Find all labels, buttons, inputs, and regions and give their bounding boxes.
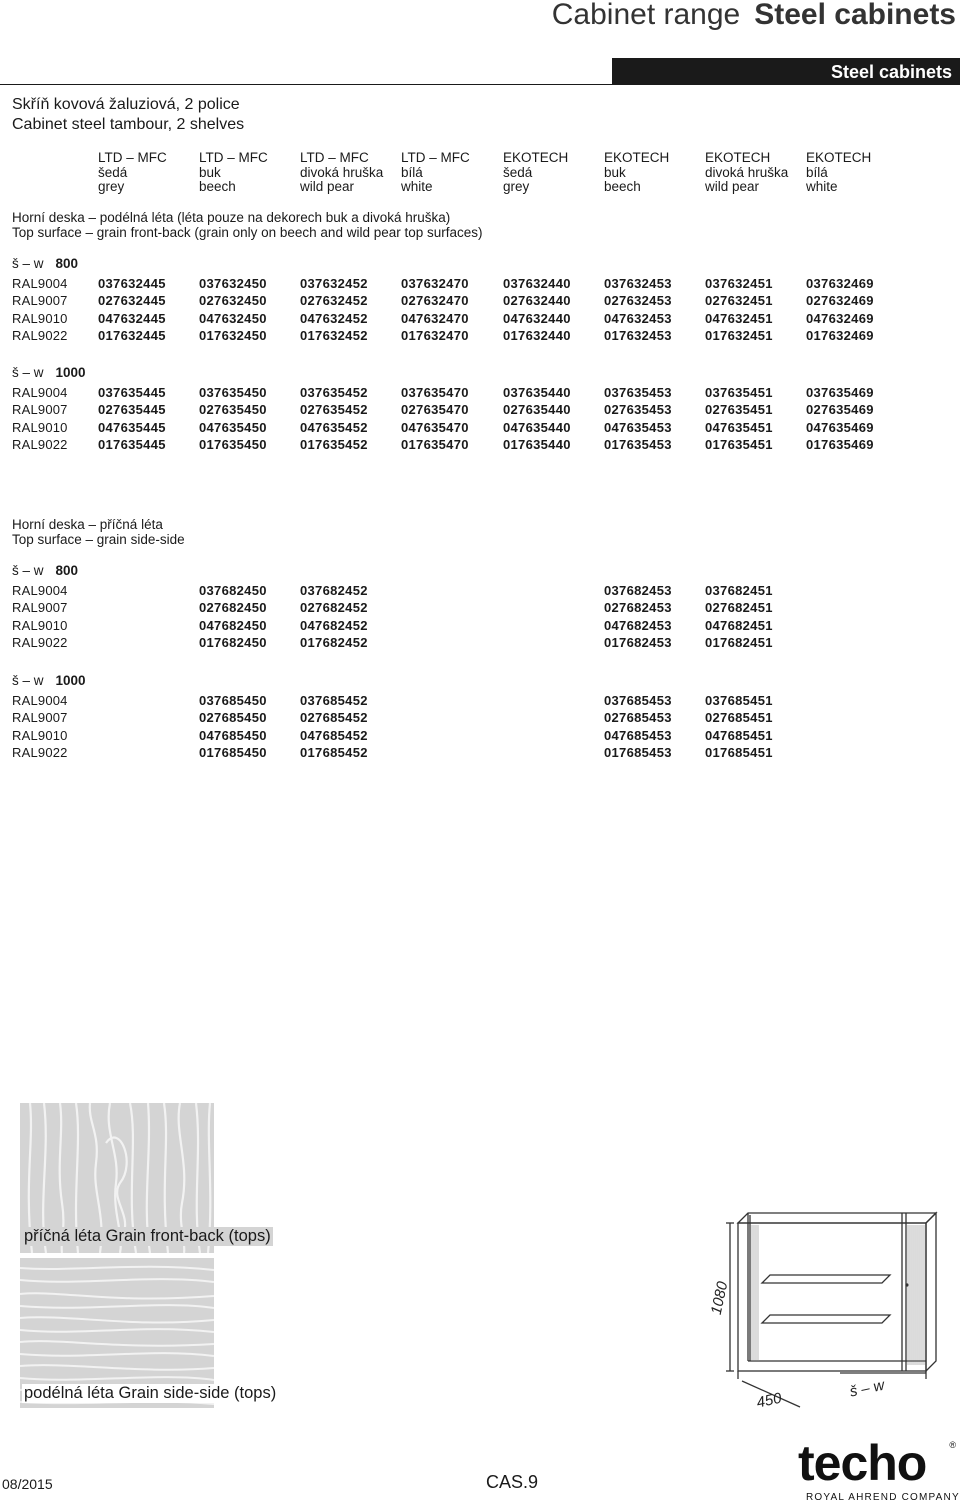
product-code: 037635452 <box>300 385 368 400</box>
column-header <box>705 151 788 195</box>
product-code: 027632450 <box>199 293 267 309</box>
texture-caption-side-side: podélná léta Grain side-side (tops) <box>24 1384 277 1402</box>
table-row <box>0 437 960 454</box>
product-code: 027632470 <box>401 293 469 309</box>
texture-caption-front-back: příčná léta Grain front-back (tops) <box>24 1227 271 1245</box>
product-code: 037635469 <box>806 385 874 400</box>
width-value: 1000 <box>55 673 86 688</box>
ral-color-label: RAL9004 <box>12 385 68 400</box>
product-code: 017632469 <box>806 327 874 343</box>
product-name <box>12 95 244 135</box>
width-label: š – w <box>12 256 44 271</box>
product-code: 027635450 <box>199 402 267 418</box>
column-header-l1: LTD – MFC <box>401 150 470 165</box>
width-value: 800 <box>55 563 79 578</box>
product-code: 037682450 <box>199 583 267 598</box>
logo-registered-mark: ® <box>949 1440 956 1450</box>
column-header-l3: grey <box>98 179 125 194</box>
ral-color-label: RAL9022 <box>12 634 68 650</box>
product-code: 037632452 <box>300 276 368 291</box>
product-code: 027685451 <box>705 710 773 726</box>
product-code: 037635453 <box>604 385 672 400</box>
ral-color-label: RAL9007 <box>12 293 68 309</box>
table-row <box>0 728 960 745</box>
column-header-l2: šedá <box>503 164 533 180</box>
column-header <box>604 151 669 195</box>
column-header-l2: šedá <box>98 164 128 180</box>
product-code: 037632440 <box>503 276 571 291</box>
column-header <box>806 151 871 195</box>
product-code: 027635470 <box>401 402 469 418</box>
product-name-en: Cabinet steel tambour, 2 shelves <box>12 116 245 133</box>
column-header <box>199 151 268 195</box>
product-code: 027685452 <box>300 710 368 726</box>
column-header-l2: divoká hruška <box>300 164 384 180</box>
product-code: 047635470 <box>401 419 469 435</box>
product-code: 027682451 <box>705 600 773 616</box>
product-code: 017685451 <box>705 744 773 760</box>
group2-desc-en: Top surface – grain side-side <box>12 532 185 547</box>
product-code: 017682450 <box>199 634 267 650</box>
product-code: 037635451 <box>705 385 773 400</box>
product-code: 027685453 <box>604 710 672 726</box>
column-header-l2: divoká hruška <box>705 164 789 180</box>
product-code: 017632453 <box>604 327 672 343</box>
page-number: CAS.9 <box>486 1472 539 1492</box>
product-code: 017685452 <box>300 744 368 760</box>
table-row <box>0 402 960 419</box>
product-code: 047682453 <box>604 617 672 633</box>
product-code: 037685450 <box>199 693 267 708</box>
title-category: Steel cabinets <box>754 0 956 31</box>
ral-color-label: RAL9007 <box>12 402 68 418</box>
product-code: 047632445 <box>98 310 166 326</box>
product-code: 037685452 <box>300 693 368 708</box>
product-code: 017635445 <box>98 436 166 452</box>
product-code: 047682451 <box>705 617 773 633</box>
product-code: 037635470 <box>401 385 469 400</box>
ral-color-label: RAL9004 <box>12 693 68 708</box>
product-code: 027635445 <box>98 402 166 418</box>
column-header-l1: EKOTECH <box>503 150 569 165</box>
product-code: 017632440 <box>503 327 571 343</box>
product-code: 047635451 <box>705 419 773 435</box>
table-row <box>0 745 960 762</box>
product-code: 027635469 <box>806 402 874 418</box>
product-code: 047685453 <box>604 727 672 743</box>
logo-tagline: ROYAL AHREND COMPANY <box>806 1492 960 1503</box>
product-code: 037632469 <box>806 276 874 291</box>
product-code: 027635453 <box>604 402 672 418</box>
table-row <box>0 618 960 635</box>
product-code: 027632452 <box>300 293 368 309</box>
column-header-l2: buk <box>604 164 626 180</box>
column-header-l1: EKOTECH <box>806 150 872 165</box>
product-code: 037635445 <box>98 385 166 400</box>
column-header-l3: grey <box>503 179 530 194</box>
column-header-l2: bílá <box>806 164 828 180</box>
product-code: 037635440 <box>503 385 571 400</box>
product-code: 047632469 <box>806 310 874 326</box>
product-code: 037682453 <box>604 583 672 598</box>
column-header-l2: bílá <box>401 164 423 180</box>
column-header <box>98 151 167 195</box>
ral-color-label: RAL9022 <box>12 436 68 452</box>
product-code: 017682453 <box>604 634 672 650</box>
product-code: 017632470 <box>401 327 469 343</box>
column-header-l1: EKOTECH <box>604 150 670 165</box>
table-row <box>0 420 960 437</box>
product-code: 037632453 <box>604 276 672 291</box>
product-code: 017685453 <box>604 744 672 760</box>
width-section-label <box>12 673 86 688</box>
product-code: 017632450 <box>199 327 267 343</box>
product-code: 037635450 <box>199 385 267 400</box>
product-name-cz: Skříň kovová žaluziová, 2 police <box>12 96 240 113</box>
product-code: 047632440 <box>503 310 571 326</box>
column-header-l3: white <box>401 179 433 194</box>
product-code: 037682452 <box>300 583 368 598</box>
product-code: 027635440 <box>503 402 571 418</box>
title-range: Cabinet range <box>551 0 741 31</box>
ral-color-label: RAL9004 <box>12 583 68 598</box>
ral-color-label: RAL9022 <box>12 744 68 760</box>
ral-color-label: RAL9004 <box>12 276 68 291</box>
product-code: 047635440 <box>503 419 571 435</box>
group1-desc-cz: Horní deska – podélná léta (léta pouze na dekorech buk a divoká hruška) <box>12 210 451 225</box>
header-rule <box>0 84 960 85</box>
product-code: 027632453 <box>604 293 672 309</box>
column-header-l3: wild pear <box>705 179 760 194</box>
product-code: 017635453 <box>604 436 672 452</box>
table-row <box>0 293 960 310</box>
column-header <box>300 151 383 195</box>
column-header-l3: wild pear <box>300 179 355 194</box>
ral-color-label: RAL9007 <box>12 600 68 616</box>
group2-desc-cz: Horní deska – příčná léta <box>12 517 163 532</box>
ral-color-label: RAL9022 <box>12 327 68 343</box>
table-row <box>0 311 960 328</box>
page-title <box>552 0 956 32</box>
column-header-l3: white <box>806 179 838 194</box>
table-row <box>0 328 960 345</box>
dimension-width: š – w <box>848 1376 886 1401</box>
table-row <box>0 583 960 600</box>
ral-color-label: RAL9010 <box>12 419 68 435</box>
column-header-l1: LTD – MFC <box>98 150 167 165</box>
ral-color-label: RAL9010 <box>12 310 68 326</box>
table-row <box>0 693 960 710</box>
ral-color-label: RAL9007 <box>12 710 68 726</box>
column-header-l2: buk <box>199 164 221 180</box>
product-code: 037632451 <box>705 276 773 291</box>
product-code: 047632450 <box>199 310 267 326</box>
column-header-l3: beech <box>604 179 641 194</box>
table-row <box>0 635 960 652</box>
product-code: 017635451 <box>705 436 773 452</box>
ral-color-label: RAL9010 <box>12 617 68 633</box>
product-code: 037632450 <box>199 276 267 291</box>
width-label: š – w <box>12 673 44 688</box>
ral-color-label: RAL9010 <box>12 727 68 743</box>
product-code: 027635451 <box>705 402 773 418</box>
product-code: 047635450 <box>199 419 267 435</box>
width-label: š – w <box>12 563 44 578</box>
column-header-l1: EKOTECH <box>705 150 771 165</box>
product-code: 047635469 <box>806 419 874 435</box>
product-code: 017635469 <box>806 436 874 452</box>
product-code: 017635440 <box>503 436 571 452</box>
product-code: 047632470 <box>401 310 469 326</box>
product-code: 047635452 <box>300 419 368 435</box>
width-value: 1000 <box>55 365 86 380</box>
product-code: 047632453 <box>604 310 672 326</box>
product-code: 027685450 <box>199 710 267 726</box>
product-code: 037685451 <box>705 693 773 708</box>
product-code: 037685453 <box>604 693 672 708</box>
product-code: 047635445 <box>98 419 166 435</box>
product-code: 047632452 <box>300 310 368 326</box>
column-header <box>401 151 470 195</box>
product-code: 027682453 <box>604 600 672 616</box>
dimension-height: 1080 <box>707 1279 732 1317</box>
product-code: 017635470 <box>401 436 469 452</box>
group1-desc-en: Top surface – grain front-back (grain only on beech and wild pear top surfaces) <box>12 225 483 240</box>
product-code: 027632469 <box>806 293 874 309</box>
product-code: 037632445 <box>98 276 166 291</box>
product-code: 027632440 <box>503 293 571 309</box>
product-code: 047682450 <box>199 617 267 633</box>
product-code: 017635452 <box>300 436 368 452</box>
dimension-depth: 450 <box>755 1389 784 1412</box>
product-code: 027632451 <box>705 293 773 309</box>
product-code: 047685450 <box>199 727 267 743</box>
footer-date: 08/2015 <box>2 1476 53 1492</box>
table-row <box>0 600 960 617</box>
product-code: 017682452 <box>300 634 368 650</box>
product-code: 017682451 <box>705 634 773 650</box>
product-code: 017632451 <box>705 327 773 343</box>
product-code: 017635450 <box>199 436 267 452</box>
product-code: 047635453 <box>604 419 672 435</box>
width-label: š – w <box>12 365 44 380</box>
column-header-l1: LTD – MFC <box>199 150 268 165</box>
product-code: 017685450 <box>199 744 267 760</box>
width-section-label <box>12 256 78 271</box>
column-header-l3: beech <box>199 179 236 194</box>
product-code: 017632452 <box>300 327 368 343</box>
column-header-l1: LTD – MFC <box>300 150 369 165</box>
techo-logo <box>798 1435 960 1504</box>
category-bar: Steel cabinets <box>612 58 960 85</box>
logo-wordmark: techo <box>798 1435 927 1491</box>
product-code: 037632470 <box>401 276 469 291</box>
table-row <box>0 385 960 402</box>
width-section-label <box>12 365 86 380</box>
width-section-label <box>12 563 78 578</box>
product-code: 027635452 <box>300 402 368 418</box>
product-code: 027632445 <box>98 293 166 309</box>
product-code: 027682450 <box>199 600 267 616</box>
width-value: 800 <box>55 256 79 271</box>
table-row <box>0 710 960 727</box>
product-code: 047632451 <box>705 310 773 326</box>
product-code: 027682452 <box>300 600 368 616</box>
product-code: 047685451 <box>705 727 773 743</box>
product-code: 017632445 <box>98 327 166 343</box>
product-code: 047685452 <box>300 727 368 743</box>
product-code: 037682451 <box>705 583 773 598</box>
cabinet-drawing <box>700 1195 950 1425</box>
product-code: 047682452 <box>300 617 368 633</box>
column-header <box>503 151 568 195</box>
table-row <box>0 276 960 293</box>
